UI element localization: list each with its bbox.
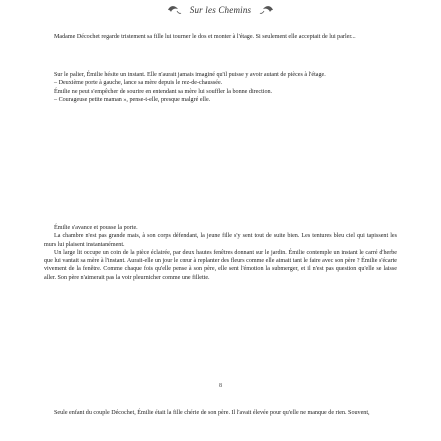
running-header-title: Sur les Chemins <box>189 5 252 15</box>
body-text-bedroom <box>44 224 397 282</box>
paragraph: Seule enfant du couple Décochet, Émilie était la fille chérie de son père. Il l'avait élevée pour qu'elle ne manque de rien. Souvent, <box>54 410 370 416</box>
leaf-ornament-icon <box>166 4 182 16</box>
paragraph: Madame Décochet regarde tristement sa fille lui tourner le dos et monter à l'étage. Si seulement elle acceptait de lui parler... <box>54 34 356 40</box>
body-text-landing <box>44 71 397 104</box>
leaf-ornament-icon <box>259 4 275 16</box>
body-text-closing <box>44 409 397 417</box>
body-text-intro <box>44 33 397 41</box>
dialogue-line: – Deuxième porte à gauche, lance sa mère depuis le rez-de-chaussée. <box>54 80 223 87</box>
paragraph: Un large lit occupe un coin de la pièce éclairée, par deux hautes fenêtres donnant sur le jardin. Émilie contemple un instant le carré d'herbe que lui vantait sa mère à l'instant. Aurait-elle un jour le cœur à replanter des fleurs comme elle aimait tant le faire avec son père ? Émilie s'écarte vivement de la fenêtre. Comme chaque fois qu'elle pense à son père, elle sent l'émotion la submerger, et il n'est pas question qu'elle se laisse aller. Son père n'aimerait pas la voir pleurnicher comme une fillette. <box>44 249 397 281</box>
paragraph: Émilie ne peut s'empêcher de sourire en entendant sa mère lui souffler la bonne direction. <box>54 88 273 95</box>
page-number: 8 <box>219 383 222 389</box>
paragraph: Émilie s'avance et pousse la porte. <box>54 225 138 231</box>
dialogue-line: – Courageuse petite maman », pense-t-elle, presque malgré elle. <box>54 96 211 103</box>
paragraph: La chambre n'est pas grande mais, à son corps défendant, la jeune fille s'y sent tout de suite bien. Les tentures bleu ciel qui tapissent les murs lui plaisent instantanément. <box>44 233 397 248</box>
paragraph: Sur le palier, Émilie hésite un instant. Elle n'aurait jamais imaginé qu'il puisse y avoir autant de pièces à l'étage. <box>54 72 326 78</box>
running-header <box>0 3 441 17</box>
